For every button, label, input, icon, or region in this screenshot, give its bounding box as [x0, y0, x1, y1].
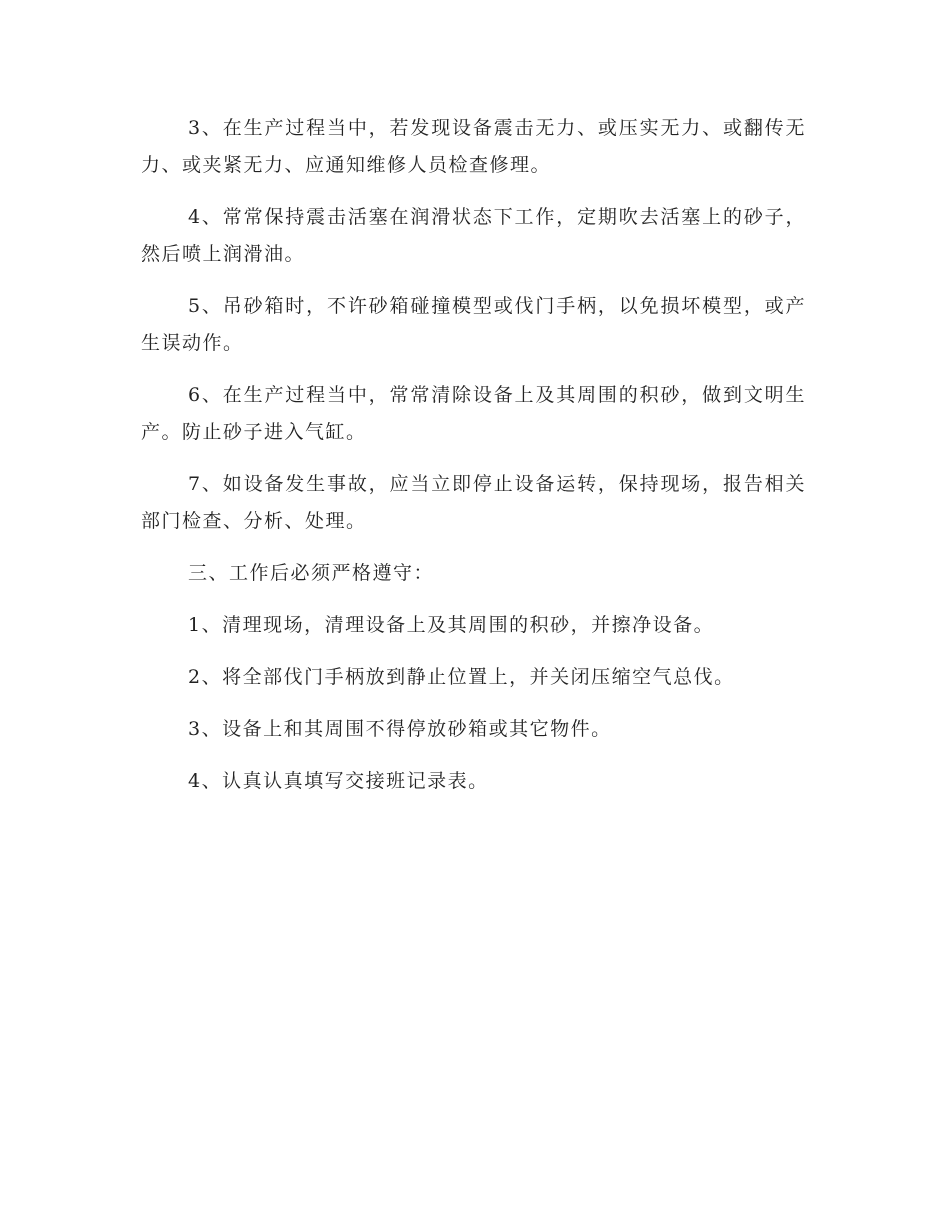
section-heading-after-work: 三、工作后必须严格遵守：: [188, 562, 435, 584]
paragraph-item-3: 3、在生产过程当中，若发现设备震击无力、或压实无力、或翻传无力、或夹紧无力、应通知维修人员检查修理。: [141, 117, 806, 176]
paragraph-item-5: 5、吊砂箱时，不许砂箱碰撞模型或伐门手柄，以免损坏模型，或产生误动作。: [141, 295, 806, 354]
paragraph-item-4: 4、常常保持震击活塞在润滑状态下工作，定期吹去活塞上的砂子，然后喷上润滑油。: [141, 206, 806, 265]
paragraph-after-work-2: 2、将全部伐门手柄放到静止位置上，并关闭压缩空气总伐。: [188, 666, 735, 688]
paragraph-after-work-4: 4、认真认真填写交接班记录表。: [188, 770, 489, 792]
paragraph-after-work-1: 1、清理现场，清理设备上及其周围的积砂，并擦净设备。: [188, 614, 715, 636]
paragraph-after-work-3: 3、设备上和其周围不得停放砂箱或其它物件。: [188, 718, 612, 740]
paragraph-item-7: 7、如设备发生事故，应当立即停止设备运转，保持现场，报告相关部门检查、分析、处理。: [141, 473, 806, 532]
document-body: [141, 110, 806, 815]
paragraph-item-6: 6、在生产过程当中，常常清除设备上及其周围的积砂，做到文明生产。防止砂子进入气缸。: [141, 384, 806, 443]
